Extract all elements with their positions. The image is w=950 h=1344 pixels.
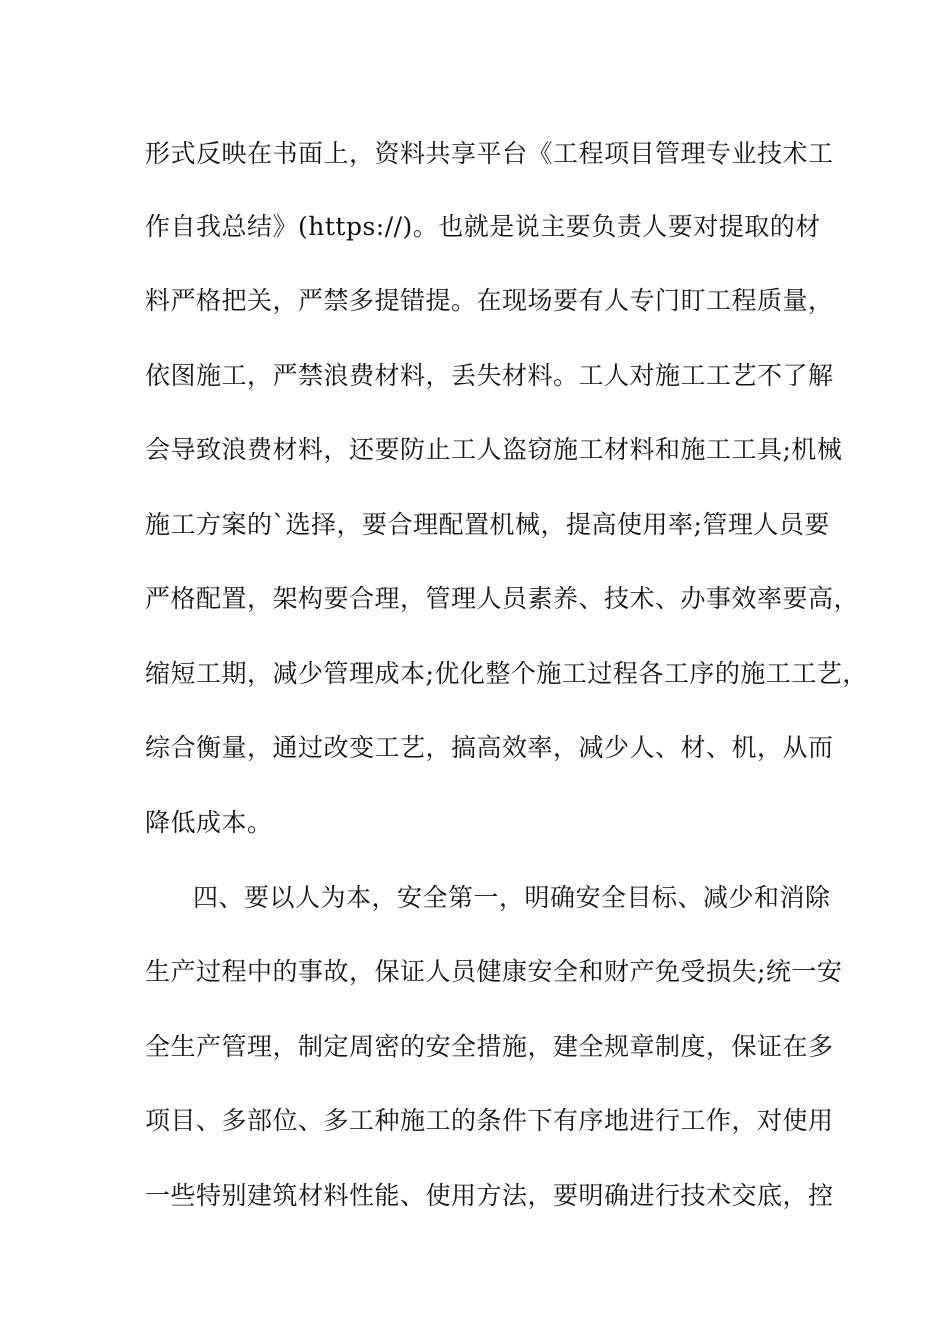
paragraph-start-line: 四、要以人为本，安全第一，明确安全目标、减少和消除: [193, 883, 831, 912]
text-line: 项目、多部位、多工种施工的条件下有序地进行工作，对使用: [145, 1106, 834, 1135]
text-line: 生产过程中的事故，保证人员健康安全和财产免受损失;统一安: [145, 957, 843, 986]
text-line: 一些特别建筑材料性能、使用方法，要明确进行技术交底，控: [145, 1181, 834, 1210]
text-line: 全生产管理，制定周密的安全措施，建全规章制度，保证在多: [145, 1032, 834, 1061]
text-line: 依图施工，严禁浪费材料，丢失材料。工人对施工工艺不了解: [145, 361, 834, 390]
text-line: 降低成本。: [145, 808, 273, 837]
text-line: 料严格把关，严禁多提错提。在现场要有人专门盯工程质量，: [145, 286, 834, 315]
text-line: 施工方案的`选择，要合理配置机械，提高使用率;管理人员要: [145, 510, 830, 539]
text-line: 会导致浪费材料，还要防止工人盗窃施工材料和施工工具;机械: [145, 435, 843, 464]
text-line: 缩短工期，减少管理成本;优化整个施工过程各工序的施工工艺，: [145, 659, 868, 688]
text-line: 综合衡量，通过改变工艺，搞高效率，减少人、材、机，从而: [145, 733, 834, 762]
text-line: 形式反映在书面上，资料共享平台《工程项目管理专业技术工: [145, 139, 834, 168]
text-line: 严格配置，架构要合理，管理人员素养、技术、办事效率要高，: [145, 584, 860, 613]
text-line: 作自我总结》(https://)。也就是说主要负责人要对提取的材: [145, 212, 821, 241]
